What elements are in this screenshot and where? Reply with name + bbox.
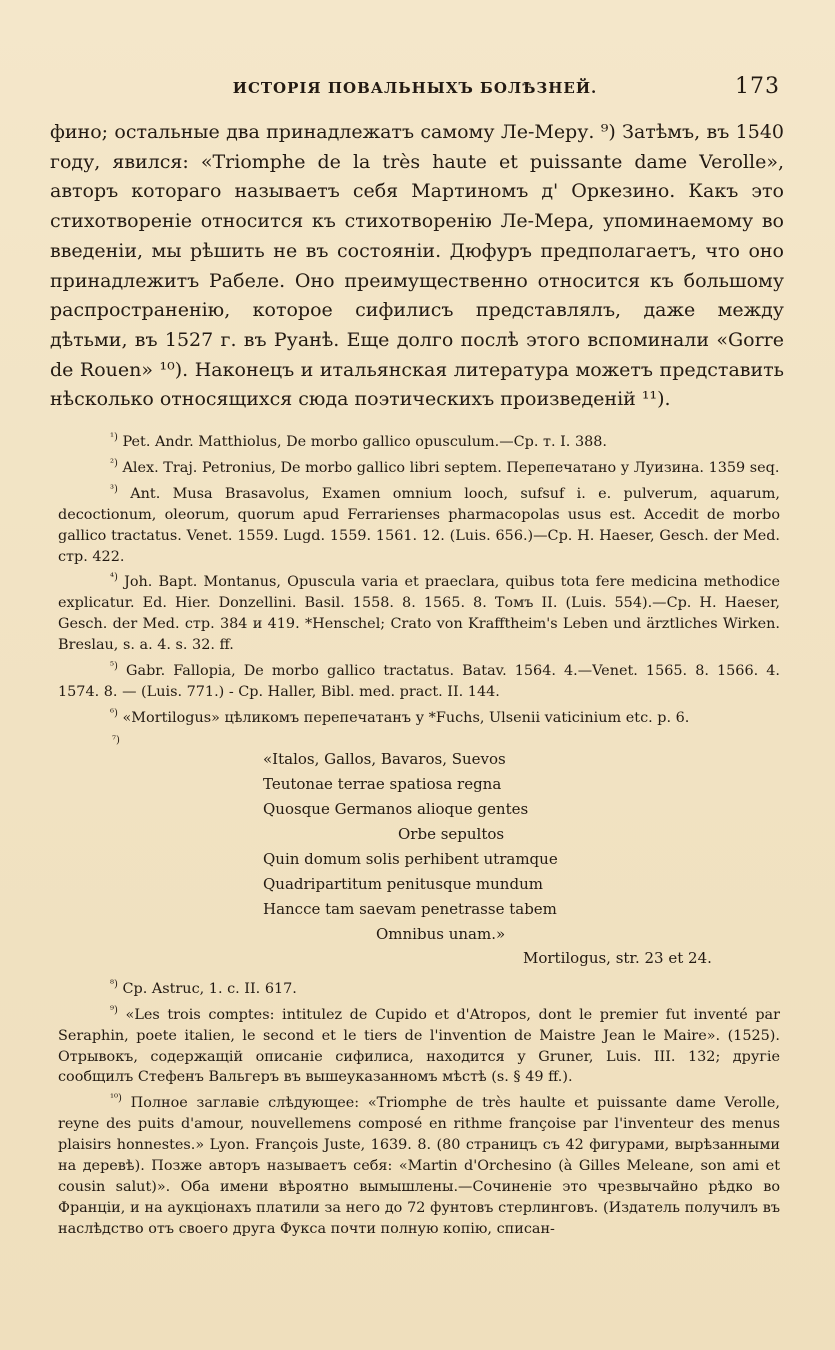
page-number: 173 bbox=[735, 74, 780, 99]
footnote-text: Pet. Andr. Matthiolus, De morbo gallico opusculum.—Cp. т. I. 388. bbox=[122, 434, 607, 450]
verse-line: Quadripartitum penitusque mundum bbox=[263, 874, 543, 893]
footnote-2 bbox=[58, 458, 780, 479]
footnote-mark: ⁶) bbox=[110, 708, 118, 720]
footnote-7-verse: ⁷) «Italos, Gallos, Bavaros, Suevos Teutonae terrae spatiosa regna Quosque Germanos alioque gentes Orbe sepultos Quin domum solis perhibent utramque Quadripartitum penitusque mundum Hancce tam saevam penetrasse tabem Omnibus unam.» Mortilogus, str. 23 et 24. bbox=[112, 734, 712, 967]
footnotes bbox=[58, 432, 780, 1242]
footnote-mark: ⁸) bbox=[110, 978, 118, 990]
verse-line: «Italos, Gallos, Bavaros, Suevos bbox=[263, 749, 506, 768]
footnote-mark: ⁴) bbox=[110, 572, 118, 584]
footnote-text: «Mortilogus» цѣликомъ перепечатанъ у *Fuchs, Ulsenii vaticinium etc. p. 6. bbox=[122, 709, 690, 726]
footnote-text: Joh. Bapt. Montanus, Opuscula varia et praeclara, quibus tota fere medicina methodice explicatur. Ed. Hier. Donzellini. Basil. 1558. 8. 1565. 8. Томъ II. (Luis. 554).—Cp. H. Haeser, Gesch. der Med. стр. 384 и 419. *Henschel; Crato von Krafftheim's Leben und ärztliches Wirken. Breslau, s. a. 4. s. 32. ff. bbox=[58, 574, 781, 654]
footnote-10 bbox=[58, 1093, 780, 1239]
verse-line: Orbe sepultos bbox=[398, 824, 505, 843]
footnote-3 bbox=[58, 484, 780, 568]
footnote-mark: ¹⁰) bbox=[110, 1093, 122, 1105]
footnote-4 bbox=[58, 572, 780, 656]
verse-line: Quin domum solis perhibent utramque bbox=[263, 849, 558, 868]
verse-source: Mortilogus, str. 23 et 24. bbox=[523, 948, 712, 967]
footnote-text: Ant. Musa Brasavolus, Examen omnium looch, sufsuf i. e. pulverum, aquarum, decoctionum, oleorum, quorum apud Ferrarienses pharmacopolas usus est. Accedit de morbo gallico tractatus. Venet. 1559. Lugd. 1559. 1561. 12. (Luis. 656.)—Cp. H. Haeser, Gesch. der Med. стр. 422. bbox=[58, 485, 780, 565]
main-paragraph: фино; остальные два принадлежатъ самому Ле-Меру. ⁹) Затѣмъ, въ 1540 году, явился: «Triomphe de la très haute et puissante dame Verolle», авторъ котораго называетъ себя Мартиномъ д' Оркезино. Какъ это стихотвореніе относится къ стихотворенію Ле-Мера, упоминаемому во введеніи, мы рѣшить не въ состояніи. Дюфуръ предполагаетъ, что оно принадлежитъ Рабеле. Оно преимущественно относится къ большому распространенію, которое сифилисъ представлялъ, даже между дѣтьми, въ 1527 г. въ Руанѣ. Еще долго послѣ этого вспоминали «Gorre de Rouen» ¹⁰). Наконецъ и итальянская литература можетъ представить нѣсколько относящихся сюда поэтическихъ произведеній ¹¹). bbox=[50, 121, 784, 411]
verse-line: Teutonae terrae spatiosa regna bbox=[263, 774, 502, 793]
footnote-mark: ³) bbox=[110, 484, 118, 496]
footnote-1 bbox=[58, 432, 780, 453]
footnote-text: Alex. Traj. Petronius, De morbo gallico libri septem. Перепечатано у Луизина. 1359 seq. bbox=[122, 459, 780, 476]
running-title: ИСТОРІЯ ПОВАЛЬНЫХЪ БОЛѢЗНЕЙ. bbox=[232, 79, 598, 97]
footnote-8 bbox=[58, 979, 780, 1000]
footnote-9 bbox=[58, 1005, 780, 1089]
footnote-6 bbox=[58, 708, 780, 729]
footnote-mark: ²) bbox=[110, 458, 118, 470]
verse-line: Omnibus unam.» bbox=[376, 924, 506, 943]
footnote-mark: ⁵) bbox=[110, 661, 118, 673]
footnote-text: Полное заглавіе слѣдующее: «Triomphe de très haulte et puissante dame Verolle, reyne des puits d'amour, nouvellemens composé en rithme françoise par l'inventeur des menus plaisirs honnestes.» Lyon. François Juste, 1639. 8. (80 страницъ съ 42 фигурами, вырѣзанными на деревѣ). Позже авторъ называетъ себя: «Martin d'Orchesino (à Gilles Meleane, son ami et cousin salut)». Оба имени вѣроятно вымышлены.—Сочиненіе это чрезвычайно рѣдко во Франціи, и на аукціонахъ платили за него до 72 фунтовъ стерлинговъ. (Издатель получилъ въ наслѣдство отъ своего друга Фукса почти полную копію, списан- bbox=[58, 1095, 780, 1237]
footnote-text: Gabr. Fallopia, De morbo gallico tractatus. Batav. 1564. 4.—Venet. 1565. 8. 1566. 4. 1574. 8. — (Luis. 771.) - Cp. Haller, Bibl. med. pract. II. 144. bbox=[58, 663, 780, 700]
verse-line: Quosque Germanos alioque gentes bbox=[263, 799, 529, 818]
main-text bbox=[50, 118, 784, 415]
footnote-mark: ¹) bbox=[110, 432, 118, 444]
running-header bbox=[50, 76, 780, 102]
verse-line: Hancce tam saevam penetrasse tabem bbox=[263, 899, 557, 918]
footnote-5 bbox=[58, 661, 780, 703]
footnote-text: Cp. Astruc, 1. c. II. 617. bbox=[122, 980, 297, 997]
footnote-mark: ⁹) bbox=[110, 1004, 118, 1016]
footnote-text: «Les trois comptes: intitulez de Cupido et d'Atropos, dont le premier fut inventé par Seraphin, poete italien, le second et le tiers de l'invention de Maistre Jean le Maire». (1525). Отрывокъ, содержащій описаніе сифилиса, находится у Gruner, Luis. III. 132; другіе сообщилъ Стефенъ Вальгеръ въ вышеуказанномъ мѣстѣ (s. § 49 ff.). bbox=[58, 1006, 780, 1086]
